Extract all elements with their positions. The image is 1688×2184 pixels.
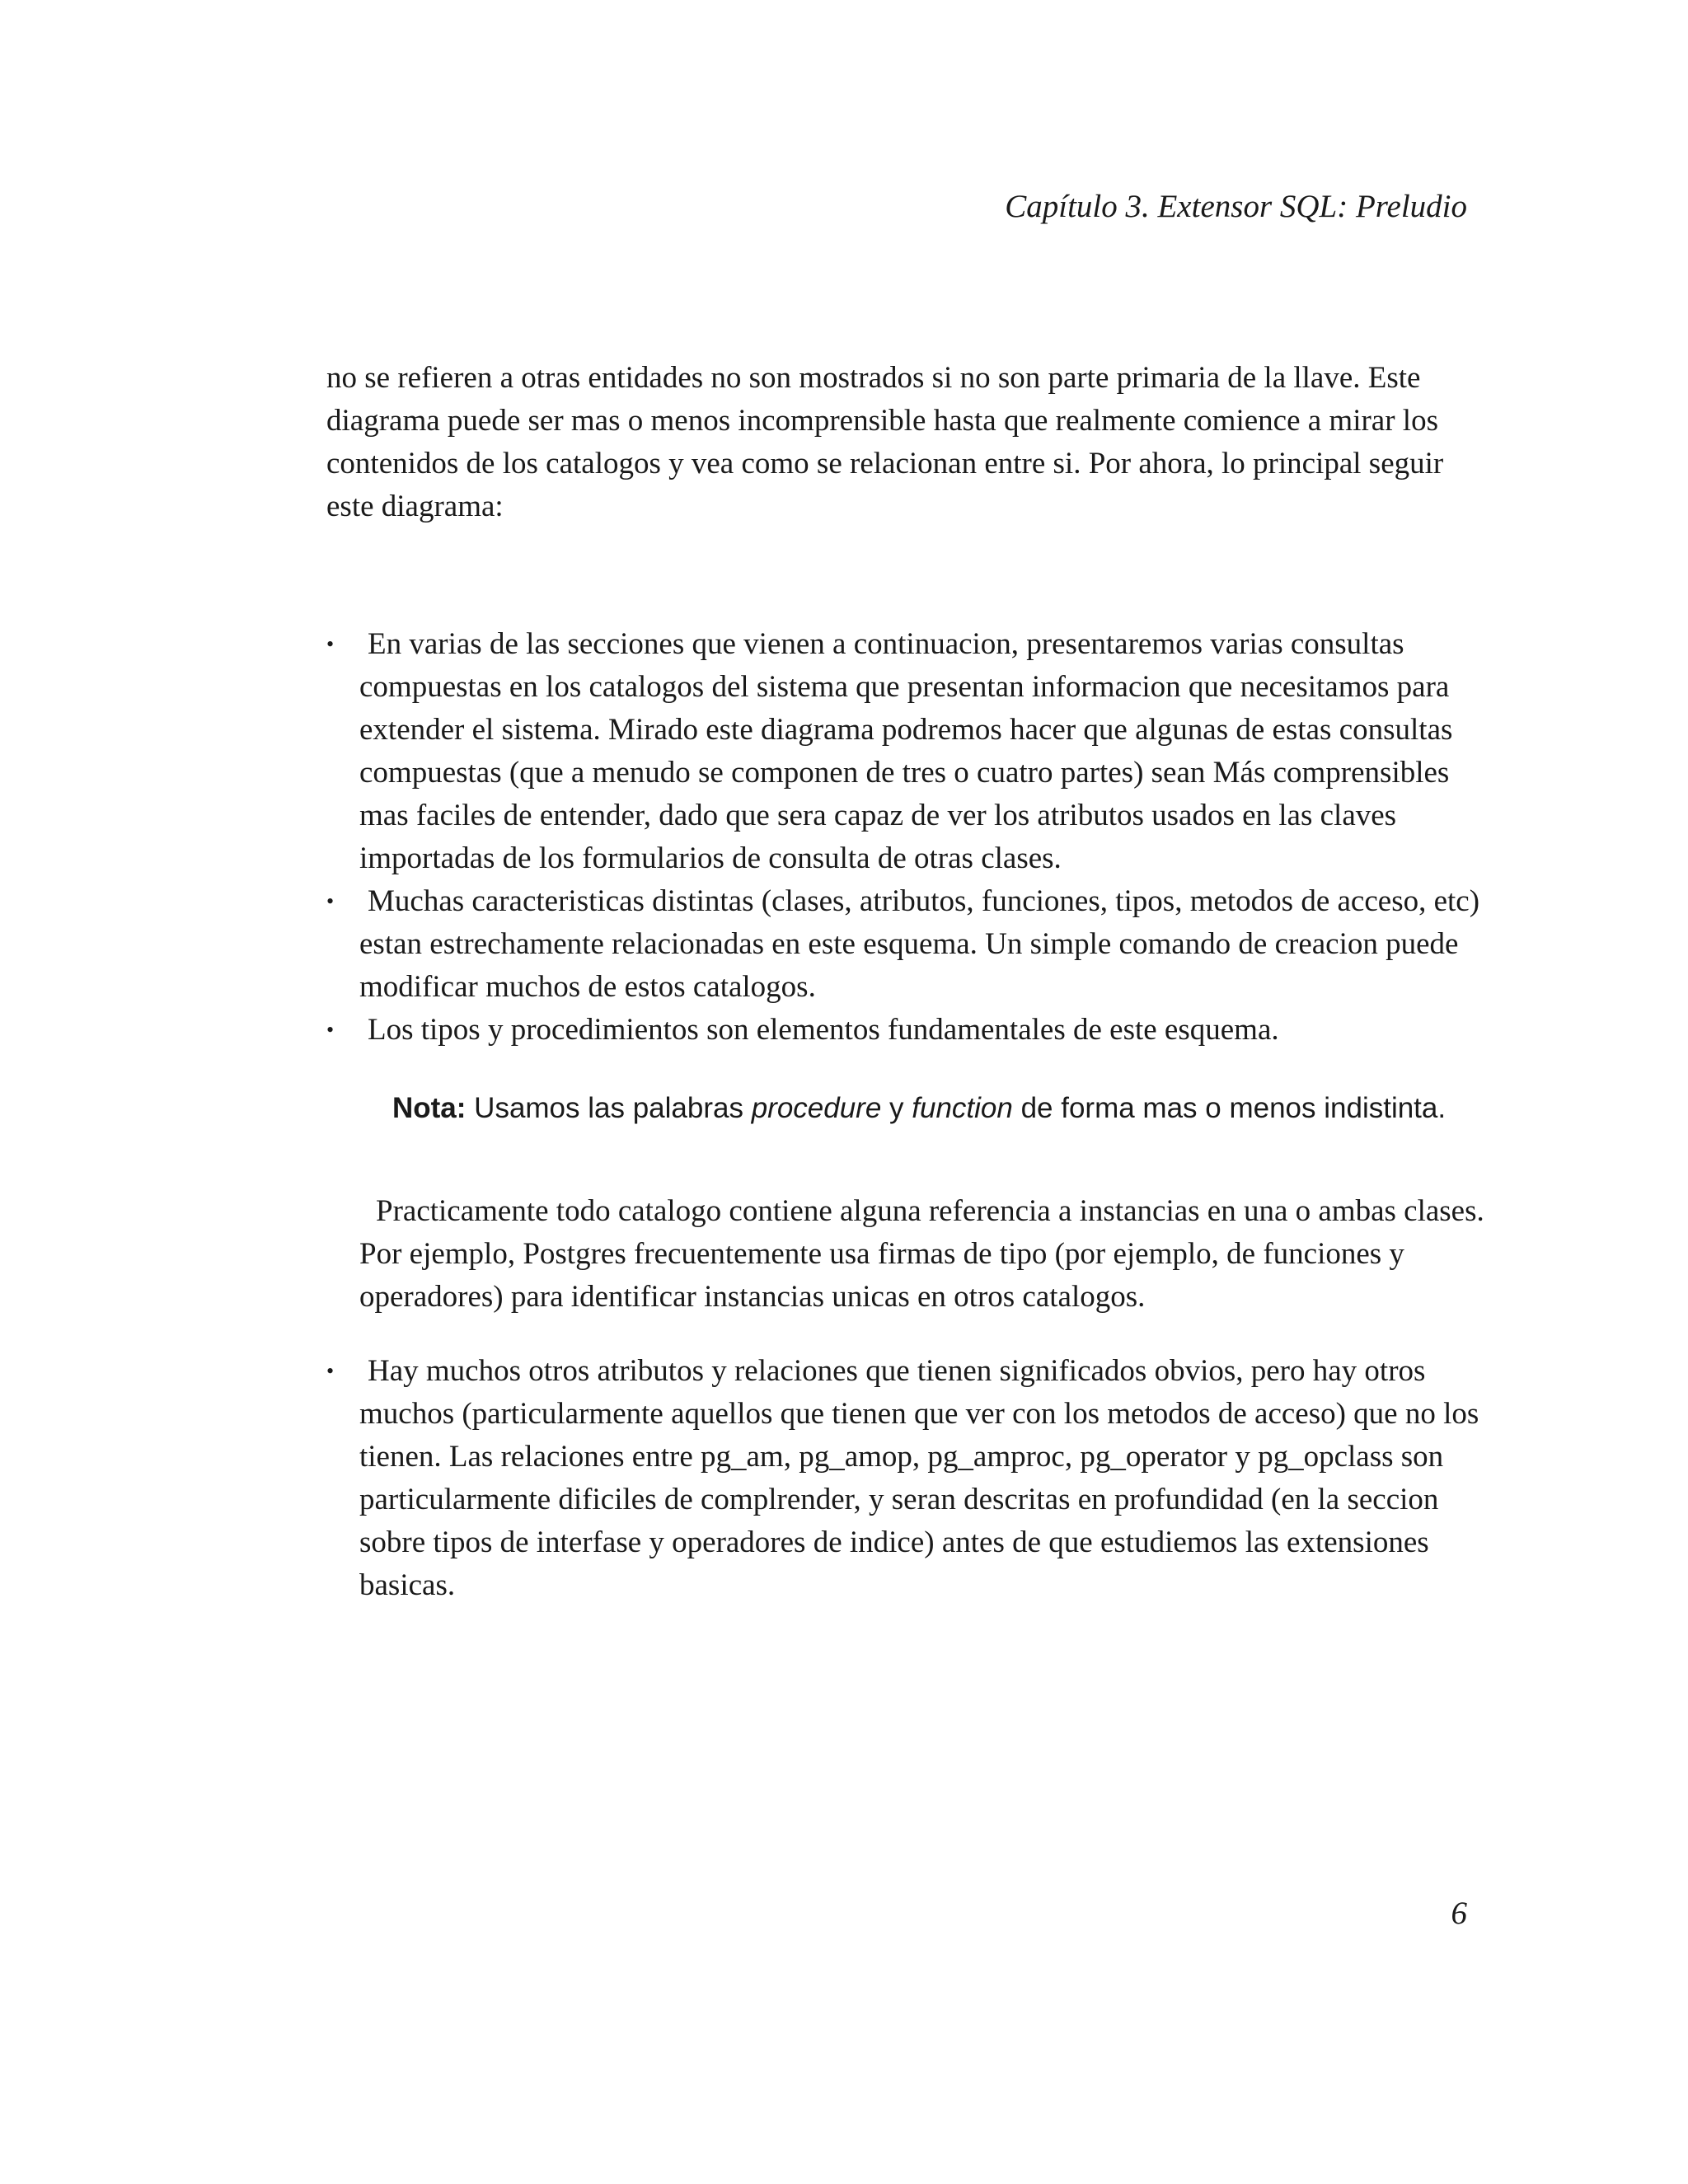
list-item [326,1350,1489,1607]
list-item-text: Los tipos y procedimientos son elementos fundamentales de este esquema. [368,1013,1279,1047]
note-box [392,1088,1462,1129]
bullet-icon: • [326,1018,335,1042]
bullet-icon: • [326,889,335,913]
note-term-function: function [912,1092,1013,1124]
page-number: 6 [1451,1896,1467,1931]
list-item-text: En varias de las secciones que vienen a continuacion, presentaremos varias consultas compuestas en los catalogos del sistema que presentan informacion que necesitamos para extender el sistema. Mirado este diagrama podremos hacer que algunas de estas consultas compuestas (que a menudo se componen de tres o cuatro partes) sean Más comprensibles mas faciles de entender, dado que sera capaz de ver los atributos usados en las claves importadas de los formularios de consulta de otras clases. [359,627,1453,875]
list-item-text: Hay muchos otros atributos y relaciones que tienen significados obvios, pero hay otros muchos (particularmente aquellos que tienen que ver con los metodos de acceso) que no los tienen. Las relaciones entre pg_am, pg_amop, pg_amproc, pg_operator y pg_opclass son particularmente dificiles de complrender, y seran descritas en profundidad (en la seccion sobre tipos de interfase y operadores de indice) antes de que estudiemos las extensiones basicas. [359,1354,1479,1602]
list-item [326,880,1489,1009]
intro-paragraph: no se refieren a otras entidades no son mostrados si no son parte primaria de la llave. Este diagrama puede ser mas o menos incomprensible hasta que realmente comience a mirar los contenidos de los catalogos y vea como se relacionan entre si. Por ahora, lo principal seguir este diagrama: [326,361,1444,523]
bullet-icon: • [326,632,335,656]
body-paragraph: Practicamente todo catalogo contiene alguna referencia a instancias en una o ambas clases. Por ejemplo, Postgres frecuentemente usa firmas de tipo (por ejemplo, de funciones y operadores) para identificar instancias unicas en otros catalogos. [359,1194,1484,1314]
bullet-list [326,623,1489,1052]
list-item [326,1009,1489,1052]
note-text: y [881,1092,912,1124]
list-item-text: Muchas caracteristicas distintas (clases, atributos, funciones, tipos, metodos de acceso, etc) estan estrechamente relacionadas en este esquema. Un simple comando de creacion puede modificar muchos de estos catalogos. [359,884,1480,1004]
note-label: Nota: [392,1092,467,1124]
bullet-icon: • [326,1359,335,1383]
note-term-procedure: procedure [751,1092,882,1124]
page-header-title: Capítulo 3. Extensor SQL: Preludio [1005,189,1467,224]
note-text: Usamos las palabras [466,1092,752,1124]
list-item [326,623,1489,880]
bullet-list [326,1350,1489,1607]
note-text: de forma mas o menos indistinta. [1012,1092,1447,1124]
